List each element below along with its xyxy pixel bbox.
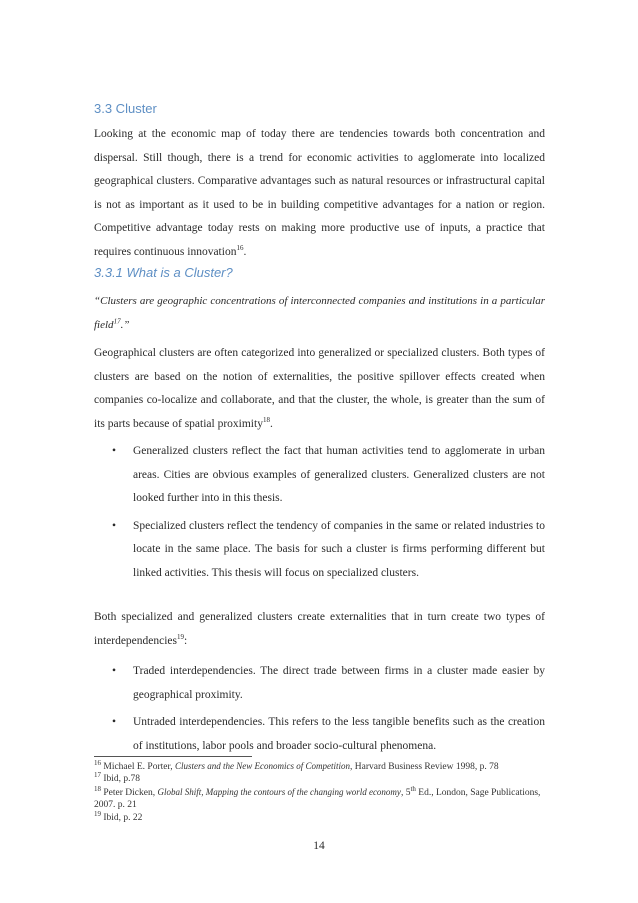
paragraph-interdependencies-text: Both specialized and generalized clusters create externalities that in turn create two types of interdependencies <box>94 611 545 647</box>
footnote-number: 17 <box>94 770 101 779</box>
footnote-text: Ed., London, Sage Publications, 2007. p. 21 <box>94 788 541 810</box>
interdependencies-list <box>112 660 545 758</box>
paragraph-intro <box>94 123 545 264</box>
footnote-19 <box>94 809 545 824</box>
footnote-18 <box>94 786 545 811</box>
list-item <box>112 711 545 758</box>
footnote-separator <box>94 756 252 757</box>
list-item <box>112 440 545 511</box>
footnote-ordinal: th <box>410 784 416 793</box>
list-item-text: Traded interdependencies. The direct trade between firms in a cluster made easier by geographical proximity. <box>133 665 545 701</box>
footnote-ref-19[interactable]: 19 <box>177 632 185 641</box>
subsection-heading: 3.3.1 What is a Cluster? <box>94 265 233 280</box>
footnote-text: , 5 <box>400 788 411 798</box>
paragraph-geographical-end: . <box>269 417 273 430</box>
footnote-source-title: Global Shift, Mapping the contours of the changing world economy <box>157 787 401 797</box>
quote-end: .” <box>120 318 130 331</box>
section-heading: 3.3 Cluster <box>94 101 157 116</box>
bullet-icon: • <box>112 445 117 457</box>
footnote-text: Peter Dicken, <box>101 788 158 798</box>
paragraph-intro-end: . <box>243 245 247 258</box>
footnote-17 <box>94 770 545 785</box>
quote-text: “Clusters are geographic concentrations of interconnected companies and institutions in a particular field <box>94 295 545 331</box>
paragraph-interdependencies <box>94 606 545 653</box>
bullet-icon: • <box>112 716 117 728</box>
footnote-16 <box>94 760 545 773</box>
footnote-source-title: Clusters and the New Economics of Competition <box>175 761 351 771</box>
footnote-number: 18 <box>94 784 101 793</box>
paragraph-interdependencies-end: : <box>184 634 188 647</box>
paragraph-geographical-text: Geographical clusters are often categorized into generalized or specialized clusters. Both types of clusters are based on the notion of externalities, the positive spillover effects created when companies co-localize and collaborate, and that the cluster, the whole, is greater than the sum of its parts because of spatial proximity <box>94 347 545 430</box>
list-item <box>112 515 545 586</box>
bullet-icon: • <box>112 665 117 677</box>
cluster-definition-quote <box>94 290 545 337</box>
page-number: 14 <box>313 840 325 852</box>
footnote-text: Ibid, p. 22 <box>101 813 143 823</box>
footnote-ref-17[interactable]: 17 <box>113 316 121 325</box>
paragraph-intro-text: Looking at the economic map of today there are tendencies towards both concentration and dispersal. Still though, there is a trend for economic activities to agglomerate into localized geographical clusters. Comparative advantages such as natural resources or infrastructural capital is not as important as it used to be in building competitive advantages for a nation or region. Competitive advantage today rests on making more productive use of inputs, a practice that requires continuous innovation <box>94 128 545 258</box>
footnote-text: Ibid, p.78 <box>101 774 141 784</box>
bullet-icon: • <box>112 519 117 532</box>
cluster-types-list <box>112 440 545 589</box>
list-item-text: Specialized clusters reflect the tendency of companies in the same or related industries to locate in the same place. The basis for such a cluster is firms performing different but linked activities. This thesis will focus on specialized clusters. <box>133 519 545 579</box>
footnote-number: 16 <box>94 758 101 767</box>
footnote-number: 19 <box>94 809 101 818</box>
footnote-text: Michael E. Porter, <box>101 762 176 772</box>
footnote-text: , Harvard Business Review 1998, p. 78 <box>350 762 499 772</box>
footnote-ref-16[interactable]: 16 <box>236 243 244 252</box>
footnote-ref-18[interactable]: 18 <box>262 415 270 424</box>
paragraph-geographical-clusters <box>94 342 545 436</box>
list-item-text: Untraded interdependencies. This refers to the less tangible benefits such as the creation of institutions, labor pools and broader socio-cultural phenomena. <box>133 716 545 752</box>
list-item-text: Generalized clusters reflect the fact that human activities tend to agglomerate in urban areas. Cities are obvious examples of generalized clusters. Generalized clusters are not looked further into in this thesis. <box>133 445 545 504</box>
list-item <box>112 660 545 707</box>
